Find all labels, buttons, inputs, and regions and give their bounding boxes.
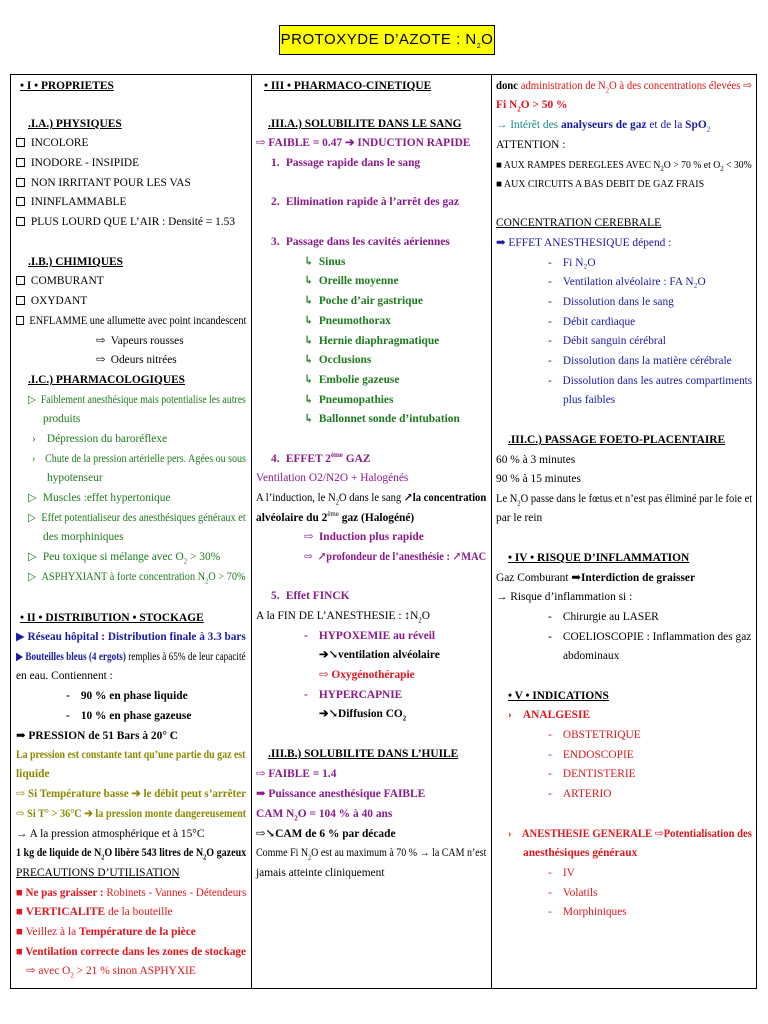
list-item: - Dissolution dans la matière cérébrale bbox=[548, 355, 732, 367]
list-item: ▷ ASPHYXIANT à forte concentration $N_2O > 70\%$ bbox=[28, 568, 225, 587]
page-title: PROTOXYDE D’AZOTE : $N_2O$ bbox=[279, 25, 495, 55]
list-item: 60 % à 3 minutes bbox=[496, 454, 576, 466]
list-item: › ANALGESIE bbox=[508, 706, 752, 725]
chevron-bullet-icon: › bbox=[32, 453, 36, 465]
up-down-arrow-icon: ↕ bbox=[401, 610, 411, 622]
list-item: PLUS LOURD QUE L’AIR : Densité = 1.53 bbox=[16, 213, 246, 232]
chevron-bullet-icon: › bbox=[508, 828, 512, 840]
list-item: Fi $N_2O > 50$ % bbox=[496, 99, 568, 114]
list-item: - ARTERIO bbox=[548, 788, 612, 800]
list-item: ⇨ FAIBLE = 0.47 ➔ INDUCTION RAPIDE bbox=[256, 137, 471, 149]
list-item: ➔↘Diffusion $CO_2$ bbox=[319, 708, 407, 723]
subsection-heading: .III.B.) SOLUBILITE DANS L’HUILE bbox=[268, 748, 459, 760]
list-item: Gaz Comburant ➡Interdiction de graisser bbox=[496, 572, 696, 584]
triangle-bullet-icon: ▷ bbox=[28, 492, 37, 504]
triangle-icon: ▶ bbox=[16, 651, 26, 663]
list-item: ↳ Ballonnet sonde d’intubation bbox=[304, 410, 486, 429]
list-item: → A la pression atmosphérique et à 15°C bbox=[16, 828, 205, 840]
list-item: 4. EFFET 2ème GAZ bbox=[271, 451, 371, 465]
list-item: ⇨ FAIBLE = 1.4 bbox=[256, 768, 337, 780]
triangle-bullet-icon: ▷ bbox=[28, 571, 36, 583]
section-heading: • V • INDICATIONS bbox=[508, 690, 609, 702]
list-item: 2. Elimination rapide à l’arrêt des gaz bbox=[271, 196, 460, 208]
arrow-icon: ⇨ bbox=[96, 335, 106, 347]
list-item: - HYPERCAPNIE bbox=[304, 689, 403, 701]
list-item: ■ VERTICALITE de la bouteille bbox=[16, 906, 173, 918]
list-item: Ventilation O2/N2O + Halogénés bbox=[256, 472, 409, 484]
list-item: ▷ Muscles :effet hypertonique bbox=[28, 489, 246, 508]
return-arrow-icon: ↳ bbox=[304, 413, 314, 425]
subsection-heading: .I.A.) PHYSIQUES bbox=[28, 118, 122, 130]
section-heading: • I • PROPRIETES bbox=[20, 80, 114, 92]
list-item-continuation: des morphiniques bbox=[43, 531, 124, 543]
list-item: ■ Ventilation correcte dans les zones de stockage bbox=[16, 946, 246, 958]
list-item: ⇨ avec $O_2 > 21$ % sinon ASPHYXIE bbox=[26, 965, 196, 980]
checkbox-bullet-icon bbox=[16, 178, 25, 187]
arrow-icon: ⇨ bbox=[740, 80, 753, 92]
list-item: A l’induction, le $N_2O$ dans le sang ↗la concentration bbox=[256, 492, 487, 507]
list-item: ↳ Occlusions bbox=[304, 351, 486, 370]
list-item-continuation: par le rein bbox=[496, 512, 543, 524]
list-item: ▷ Peu toxique si mélange avec $O_2 > 30\%$ bbox=[28, 548, 246, 567]
subsection-heading: .I.C.) PHARMACOLOGIQUES bbox=[28, 374, 186, 386]
return-arrow-icon: ↳ bbox=[304, 394, 314, 406]
list-item: INODORE - INSIPIDE bbox=[16, 154, 246, 173]
return-arrow-icon: ↳ bbox=[304, 256, 314, 268]
list-item: - Volatils bbox=[548, 887, 598, 899]
checkbox-bullet-icon bbox=[16, 276, 25, 285]
column-divider bbox=[251, 75, 252, 988]
list-item: - HYPOXEMIE au réveil bbox=[304, 630, 436, 642]
list-item: - Débit cardiaque bbox=[548, 316, 636, 328]
subsection-heading: .III.A.) SOLUBILITE DANS LE SANG bbox=[268, 118, 462, 130]
list-item: ⇨ Si T° > 36°C ➔ la pression monte dangereusement bbox=[16, 808, 247, 820]
return-arrow-icon: ↳ bbox=[304, 275, 314, 287]
list-item: ▷ Effet potentialiseur des anesthésiques généraux et bbox=[28, 509, 224, 528]
up-arrow-icon: ↗ bbox=[449, 551, 462, 563]
list-item: ▶ Réseau hôpital : Distribution finale à 3.3 bars bbox=[16, 631, 246, 643]
list-item: ↳ Oreille moyenne bbox=[304, 272, 486, 291]
list-item: ⇨↘CAM de 6 % par décade bbox=[256, 828, 396, 840]
list-item: - Ventilation alvéolaire : FA N₂O bbox=[548, 276, 706, 288]
bold-arrow-icon: ➔ bbox=[342, 137, 358, 149]
arrow-icon: ➔ bbox=[81, 808, 96, 820]
triangle-icon: ▶ bbox=[16, 631, 28, 643]
list-item: ⇨ Induction plus rapide bbox=[304, 528, 486, 547]
list-item-continuation: hypotenseur bbox=[47, 472, 103, 484]
arrow-icon: ⇨ bbox=[256, 768, 269, 780]
checkbox-bullet-icon bbox=[16, 138, 25, 147]
return-arrow-icon: ↳ bbox=[304, 315, 314, 327]
list-item: COMBURANT bbox=[16, 272, 246, 291]
up-arrow-icon: ↗ bbox=[317, 551, 327, 563]
list-item: ⇨ Oxygénothérapie bbox=[319, 669, 415, 681]
arrow-icon: ⇨ bbox=[256, 137, 269, 149]
arrow-icon: ⇨ bbox=[652, 828, 664, 840]
chevron-bullet-icon: › bbox=[32, 433, 36, 445]
list-item: OXYDANT bbox=[16, 292, 246, 311]
list-item: ➡ EFFET ANESTHESIQUE dépend : bbox=[496, 237, 672, 249]
list-item: ▷ Faiblement anesthésique mais potentialise les autres bbox=[28, 391, 216, 410]
list-item: 3. Passage dans les cavités aériennes bbox=[271, 236, 450, 248]
checkbox-bullet-icon bbox=[16, 197, 25, 206]
list-item: ■ AUX RAMPES DEREGLEES AVEC $N_2O > 70$ % et $O_2 < 30\%$ bbox=[496, 160, 752, 173]
list-item: 90 % à 15 minutes bbox=[496, 473, 581, 485]
return-arrow-icon: ↳ bbox=[304, 374, 314, 386]
content-grid bbox=[10, 74, 757, 989]
return-arrow-icon: ↳ bbox=[304, 354, 314, 366]
list-item: ➡ Puissance anesthésique FAIBLE bbox=[256, 788, 426, 800]
subsection-heading: .I.B.) CHIMIQUES bbox=[28, 256, 123, 268]
bold-arrow-icon: ➡ bbox=[568, 572, 581, 584]
list-item-continuation: en eau. Contiennent : bbox=[16, 670, 113, 682]
arrow-icon: ⇨ bbox=[96, 354, 106, 366]
list-item: 1. Passage rapide dans le sang bbox=[271, 157, 421, 169]
list-item: - Dissolution dans les autres compartiments bbox=[548, 375, 753, 387]
list-item: ENFLAMME une allumette avec point incandescent bbox=[16, 312, 224, 331]
triangle-bullet-icon: ▷ bbox=[28, 551, 37, 563]
list-item: ↳ Hernie diaphragmatique bbox=[304, 332, 486, 351]
down-arrow-icon: ➔↘ bbox=[319, 708, 339, 720]
list-item: ↳ Poche d’air gastrique bbox=[304, 292, 486, 311]
return-arrow-icon: ↳ bbox=[304, 295, 314, 307]
list-item: ⇨ Odeurs nitrées bbox=[96, 351, 246, 370]
list-item: 1 kg de liquide de $N_2O$ libère 543 litres de $N_2O$ gazeux bbox=[16, 847, 247, 862]
arrow-icon: ⇨↘ bbox=[256, 828, 276, 840]
list-item: CAM $N_2O = 104$ % à 40 ans bbox=[256, 808, 393, 823]
list-item-continuation: anesthésiques généraux bbox=[523, 847, 638, 859]
arrow-icon: ⇨ bbox=[304, 531, 314, 543]
list-item: - Débit sanguin cérébral bbox=[548, 335, 666, 347]
list-item: NON IRRITANT POUR LES VAS bbox=[16, 174, 246, 193]
list-item: A la FIN DE L’ANESTHESIE : $↕N_2O$ bbox=[256, 610, 431, 625]
list-item: - Dissolution dans le sang bbox=[548, 296, 674, 308]
list-item: - 90 % en phase liquide bbox=[66, 690, 188, 702]
list-item: - IV bbox=[548, 867, 575, 879]
list-item: ➔↘ventilation alvéolaire bbox=[319, 649, 440, 661]
list-item-continuation: jamais atteinte cliniquement bbox=[256, 867, 385, 879]
section-heading: • IV • RISQUE D’INFLAMMATION bbox=[508, 552, 690, 564]
list-item: ■ Veillez à la Température de la pièce bbox=[16, 926, 196, 938]
list-item-continuation: plus faibles bbox=[563, 394, 616, 406]
list-item: donc administration de $N_2O$ à des concentrations élevées ⇨ bbox=[496, 80, 753, 95]
section-heading: • III • PHARMACO-CINETIQUE bbox=[264, 80, 432, 92]
section-heading: • II • DISTRIBUTION • STOCKAGE bbox=[20, 612, 204, 624]
list-item: - Morphiniques bbox=[548, 906, 627, 918]
list-item: → Intérêt des analyseurs de gaz et de la SpO$_2$ bbox=[496, 119, 711, 134]
subsection-heading: CONCENTRATION CEREBRALE bbox=[496, 217, 662, 229]
list-item: → Risque d’inflammation si : bbox=[496, 591, 633, 603]
list-item: 5. Effet FINCK bbox=[271, 590, 350, 602]
checkbox-bullet-icon bbox=[16, 296, 25, 305]
list-item: - 10 % en phase gazeuse bbox=[66, 710, 192, 722]
arrow-icon: ⇨ bbox=[304, 551, 313, 563]
checkbox-bullet-icon bbox=[16, 316, 24, 325]
list-item-continuation: abdominaux bbox=[563, 650, 620, 662]
subsection-heading: PRECAUTIONS D’UTILISATION bbox=[16, 867, 180, 879]
list-item: - DENTISTERIE bbox=[548, 768, 636, 780]
list-item: La pression est constante tant qu’une partie du gaz est bbox=[16, 749, 246, 761]
return-arrow-icon: ↳ bbox=[304, 335, 314, 347]
list-item: - Fi N₂O bbox=[548, 257, 596, 269]
list-item: ↳ Pneumopathies bbox=[304, 391, 486, 410]
list-item: ⇨ Si Température basse ➔ le débit peut s’arrêter bbox=[16, 788, 247, 800]
list-item: Le $N_2O$ passe dans le fœtus et n’est pas éliminé par le foie et bbox=[496, 493, 753, 508]
bold-arrow-icon: ➡ bbox=[16, 730, 29, 742]
list-item: - OBSTETRIQUE bbox=[548, 729, 641, 741]
list-item-continuation: liquide bbox=[16, 768, 50, 780]
triangle-bullet-icon: ▷ bbox=[28, 394, 36, 406]
triangle-bullet-icon: ▷ bbox=[28, 512, 36, 524]
list-item: ↳ Sinus bbox=[304, 253, 486, 272]
list-item: ▶ Bouteilles bleus (4 ergots) remplies à 65% de leur capacité bbox=[16, 651, 246, 663]
checkbox-bullet-icon bbox=[16, 217, 25, 226]
bold-arrow-icon: ➡ bbox=[256, 788, 269, 800]
list-item: ⇨ ↗profondeur de l’anesthésie : ↗MAC bbox=[304, 548, 471, 567]
list-item: › Dépression du baroréflexe bbox=[32, 430, 246, 449]
list-item: ATTENTION : bbox=[496, 139, 566, 151]
arrow-icon: ➔ bbox=[128, 788, 144, 800]
bold-arrow-icon: ➡ bbox=[496, 237, 509, 249]
up-arrow-icon: ↗ bbox=[401, 492, 413, 504]
arrow-icon: ⇨ bbox=[16, 788, 28, 800]
list-item: ■ AUX CIRCUITS A BAS DEBIT DE GAZ FRAIS bbox=[496, 179, 705, 190]
arrow-icon: ⇨ bbox=[26, 965, 39, 977]
list-item: ININFLAMMABLE bbox=[16, 193, 246, 212]
list-item: ↳ Pneumothorax bbox=[304, 312, 486, 331]
list-item-continuation: produits bbox=[43, 413, 81, 425]
list-item: Comme Fi $N_2O$ est au maximum à 70 % → la CAM n’est bbox=[256, 847, 487, 862]
list-item: alvéolaire du 2ème gaz (Halogéné) bbox=[256, 510, 415, 524]
list-item: › ANESTHESIE GENERALE ⇨Potentialisation des bbox=[508, 825, 735, 844]
list-item: ➡ PRESSION de 51 Bars à 20° C bbox=[16, 730, 178, 742]
chevron-bullet-icon: › bbox=[508, 709, 512, 721]
arrow-icon: ⇨ bbox=[16, 808, 28, 820]
column-divider bbox=[491, 75, 492, 988]
arrow-icon: ⇨ bbox=[319, 669, 332, 681]
list-item: - Chirurgie au LASER bbox=[548, 611, 659, 623]
list-item: - ENDOSCOPIE bbox=[548, 749, 634, 761]
list-item: ↳ Embolie gazeuse bbox=[304, 371, 486, 390]
list-item: ■ Ne pas graisser : Robinets - Vannes - Détendeurs bbox=[16, 887, 247, 899]
subsection-heading: .III.C.) PASSAGE FOETO-PLACENTAIRE bbox=[508, 434, 726, 446]
list-item: INCOLORE bbox=[16, 134, 246, 153]
checkbox-bullet-icon bbox=[16, 158, 25, 167]
down-arrow-icon: ➔↘ bbox=[319, 649, 339, 661]
list-item: › Chute de la pression artérielle pers. Agées ou sous bbox=[32, 450, 220, 469]
list-item: - COELIOSCOPIE : Inflammation des gaz bbox=[548, 631, 752, 643]
list-item: ⇨ Vapeurs rousses bbox=[96, 332, 246, 351]
